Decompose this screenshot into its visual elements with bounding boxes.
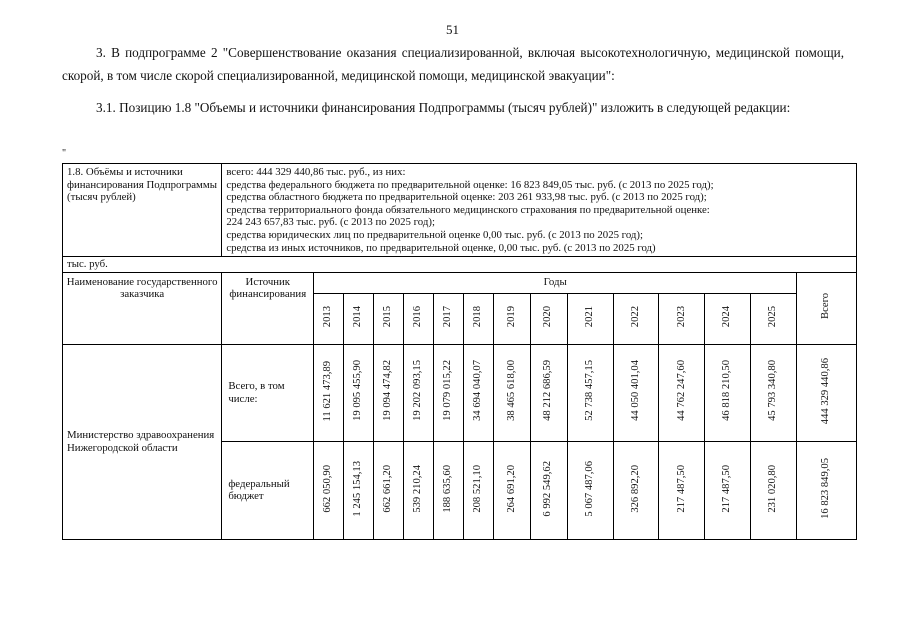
value-cell: 44 050 401,04 bbox=[613, 344, 659, 441]
value-cell: 231 020,80 bbox=[751, 441, 797, 539]
source-label: Всего, в том числе: bbox=[222, 344, 314, 441]
value-cell: 208 521,10 bbox=[463, 441, 493, 539]
value-cell: 188 635,60 bbox=[434, 441, 464, 539]
value-cell: 45 793 340,80 bbox=[751, 344, 797, 441]
position-line: средства областного бюджета по предварительной оценке: 203 261 933,98 тыс. руб. (с 2013 по 2025 год); bbox=[226, 191, 707, 204]
value-cell: 326 892,20 bbox=[613, 441, 659, 539]
value-cell: 19 094 474,82 bbox=[374, 344, 404, 441]
value-cell: 38 465 618,00 bbox=[493, 344, 530, 441]
year-cell: 2023 bbox=[659, 293, 705, 344]
value-cell: 5 067 487,06 bbox=[567, 441, 613, 539]
year-cell: 2018 bbox=[463, 293, 493, 344]
position-line: средства федерального бюджета по предварительной оценке: 16 823 849,05 тыс. руб. (с 2013 по 2025 год); bbox=[226, 178, 714, 191]
value-cell: 11 621 473,89 bbox=[314, 344, 344, 441]
value-cell: 539 210,24 bbox=[404, 441, 434, 539]
position-text bbox=[222, 164, 857, 257]
year-cell: 2017 bbox=[434, 293, 464, 344]
customer-name: Министерство здравоохранения Нижегородской области bbox=[63, 344, 222, 539]
year-cell: 2024 bbox=[705, 293, 751, 344]
table-row bbox=[63, 344, 857, 441]
position-line: 224 243 657,83 тыс. руб. (с 2013 по 2025 год); bbox=[226, 216, 435, 229]
value-cell: 217 487,50 bbox=[705, 441, 751, 539]
page-number: 51 bbox=[446, 22, 459, 37]
unit-label: тыс. руб. bbox=[63, 257, 857, 273]
total-cell: 444 329 440,86 bbox=[797, 344, 857, 441]
header-source: Источник финансирования bbox=[222, 272, 314, 344]
year-cell: 2016 bbox=[404, 293, 434, 344]
value-cell: 217 487,50 bbox=[659, 441, 705, 539]
header-total-text: Всего bbox=[820, 293, 832, 320]
value-cell: 662 661,20 bbox=[374, 441, 404, 539]
header-years: Годы bbox=[314, 272, 797, 293]
value-cell: 264 691,20 bbox=[493, 441, 530, 539]
year-cell: 2025 bbox=[751, 293, 797, 344]
position-label: 1.8. Объёмы и источники финансирования Подпрограммы (тысяч рублей) bbox=[63, 164, 222, 257]
year-cell: 2022 bbox=[613, 293, 659, 344]
value-cell: 6 992 549,62 bbox=[530, 441, 567, 539]
paragraph-subprogram-2: 3. В подпрограмме 2 "Совершенствование оказания специализированной, включая высокотехнологичную, медицинской помощи, скорой, в том числе скорой специализированной, медицинской помощи, медицинской эвакуации": bbox=[62, 45, 844, 83]
value-cell: 19 095 455,90 bbox=[344, 344, 374, 441]
year-cell: 2019 bbox=[493, 293, 530, 344]
value-cell: 44 762 247,60 bbox=[659, 344, 705, 441]
position-line: средства территориального фонда обязательного медицинского страхования по предварительной оценке: bbox=[226, 203, 710, 216]
value-cell: 48 212 686,59 bbox=[530, 344, 567, 441]
position-line: всего: 444 329 440,86 тыс. руб., из них: bbox=[226, 166, 406, 178]
header-row bbox=[63, 272, 857, 293]
total-cell: 16 823 849,05 bbox=[797, 441, 857, 539]
header-total bbox=[797, 272, 857, 344]
value-cell: 662 050,90 bbox=[314, 441, 344, 539]
position-row bbox=[63, 164, 857, 257]
value-cell: 46 818 210,50 bbox=[705, 344, 751, 441]
year-cell: 2013 bbox=[314, 293, 344, 344]
year-cell: 2021 bbox=[567, 293, 613, 344]
financing-table bbox=[62, 163, 857, 540]
value-cell: 19 079 015,22 bbox=[434, 344, 464, 441]
source-label: федеральный бюджет bbox=[222, 441, 314, 539]
paragraph-position-1-8: 3.1. Позицию 1.8 "Объемы и источники финансирования Подпрограммы (тысяч рублей)" изложить в следующей редакции: bbox=[96, 100, 791, 115]
value-cell: 19 202 093,15 bbox=[404, 344, 434, 441]
value-cell: 1 245 154,13 bbox=[344, 441, 374, 539]
value-cell: 52 738 457,15 bbox=[567, 344, 613, 441]
position-line: средства юридических лиц по предварительной оценке 0,00 тыс. руб. (с 2013 по 2025 год); bbox=[226, 228, 644, 241]
position-line: средства из иных источников, по предварительной оценке, 0,00 тыс. руб. (с 2013 по 2025 год) bbox=[226, 241, 656, 254]
year-cell: 2014 bbox=[344, 293, 374, 344]
year-cell: 2020 bbox=[530, 293, 567, 344]
header-customer: Наименование государственного заказчика bbox=[63, 272, 222, 344]
opening-quote-mark: " bbox=[62, 148, 67, 159]
year-cell: 2015 bbox=[374, 293, 404, 344]
value-cell: 34 694 040,07 bbox=[463, 344, 493, 441]
